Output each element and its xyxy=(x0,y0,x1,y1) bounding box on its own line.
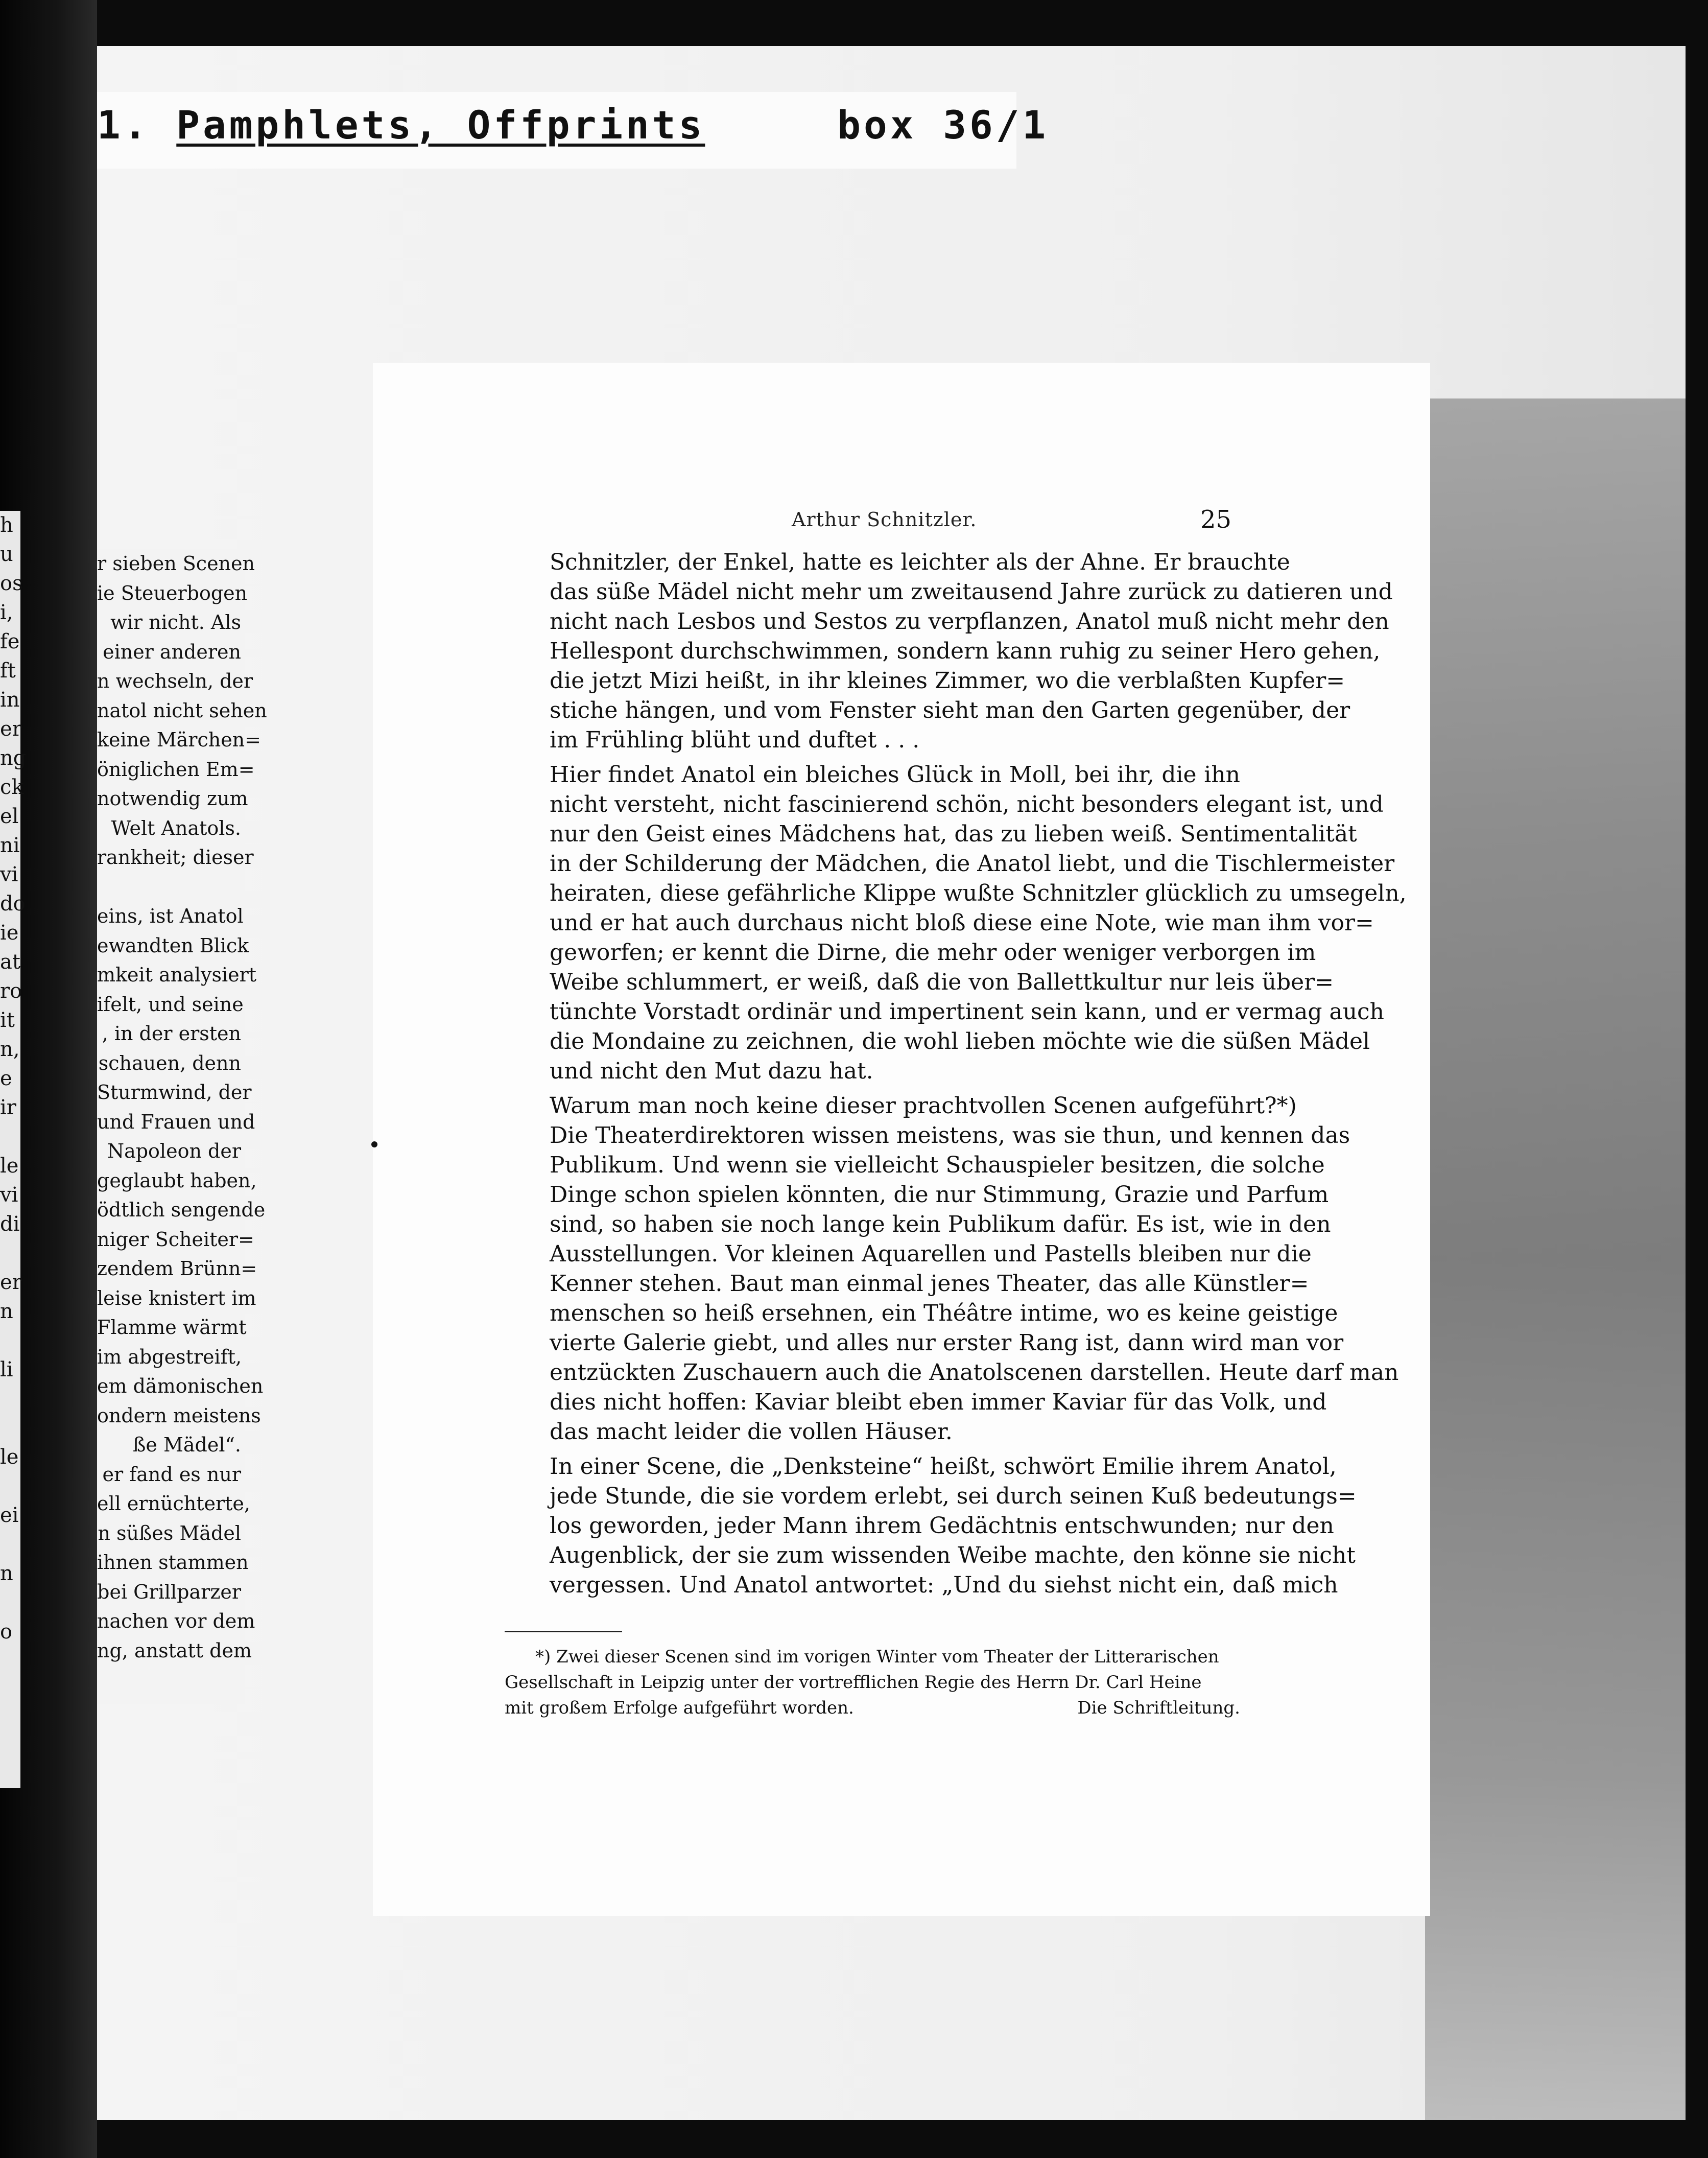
text-line: im Frühling blüht und duftet . . . xyxy=(550,727,920,753)
text-line: Weibe schlummert, er weiß, daß die von Ballettkultur nur leis über= xyxy=(550,969,1334,995)
fragment-line: n wechseln, der xyxy=(97,670,253,692)
text-line: nur den Geist eines Mädchens hat, das zu lieben weiß. Sentimentalität xyxy=(550,821,1357,847)
fragment-line xyxy=(97,873,245,902)
text-line: heiraten, diese gefährliche Klippe wußte Schnitzler glücklich zu umsegeln, xyxy=(550,880,1407,906)
paragraph xyxy=(505,548,1393,755)
edge-fragment xyxy=(0,1588,20,1617)
edge-fragment: le xyxy=(0,1154,19,1178)
edge-fragment: ie xyxy=(0,921,19,945)
fragment-line: rankheit; dieser xyxy=(97,846,254,869)
text-line: jede Stunde, die sie vordem erlebt, sei durch seinen Kuß bedeutungs= xyxy=(550,1483,1357,1509)
edge-fragment xyxy=(0,1414,20,1443)
running-head: Arthur Schnitzler. xyxy=(792,508,977,531)
fragment-line: ng, anstatt dem xyxy=(97,1639,252,1662)
label-category: Pamphlets, Offprints xyxy=(176,102,705,148)
text-line: Hier findet Anatol ein bleiches Glück in Moll, bei ihr, die ihn xyxy=(550,762,1240,788)
fragment-line: r sieben Scenen xyxy=(97,552,255,575)
label-number: 1. xyxy=(97,102,150,148)
edge-fragment: ei xyxy=(0,1504,19,1527)
text-line: vierte Galerie giebt, und alles nur erster Rang ist, dann wird man vor xyxy=(550,1330,1344,1356)
edge-fragment xyxy=(0,1239,20,1268)
fragment-line: einer anderen xyxy=(103,640,241,663)
edge-fragment xyxy=(0,1326,20,1355)
fragment-line: , in der ersten xyxy=(102,1022,241,1045)
fragment-line: ifelt, und seine xyxy=(97,993,244,1016)
fragment-line: Flamme wärmt xyxy=(97,1316,247,1339)
fragment-line: n süßes Mädel xyxy=(98,1521,241,1544)
edge-fragment: ni xyxy=(0,834,20,857)
fragment-line: schauen, denn xyxy=(98,1051,241,1074)
edge-fragment: ck xyxy=(0,776,24,799)
edge-fragment: n xyxy=(0,1300,13,1323)
edge-fragment: li xyxy=(0,1358,13,1381)
footnote-line: Gesellschaft in Leipzig unter der vortrefflichen Regie des Herrn Dr. Carl Heine xyxy=(505,1672,1202,1693)
fragment-line: ondern meistens xyxy=(97,1404,261,1427)
footnote-credit: Die Schriftleitung. xyxy=(1077,1698,1240,1718)
text-line: die Mondaine zu zeichnen, die wohl lieben möchte wie die süßen Mädel xyxy=(550,1028,1370,1054)
footnote-line: *) Zwei dieser Scenen sind im vorigen Winter vom Theater der Litterarischen xyxy=(535,1647,1219,1667)
fragment-line: mkeit analysiert xyxy=(97,964,257,986)
fragment-line: geglaubt haben, xyxy=(97,1169,257,1192)
edge-fragment: vi xyxy=(0,863,18,886)
edge-fragment: do xyxy=(0,892,26,916)
edge-fragment: ng xyxy=(0,746,27,770)
fragment-line: niger Scheiter= xyxy=(97,1228,254,1251)
fragment-line: ße Mädel“. xyxy=(133,1434,241,1456)
edge-fragment: it xyxy=(0,1008,15,1032)
edge-fragment: n xyxy=(0,1562,13,1585)
text-line: entzückten Zuschauern auch die Anatolscenen darstellen. Heute darf man xyxy=(550,1359,1399,1386)
scan-shadow xyxy=(1425,398,1686,2120)
edge-fragment: u xyxy=(0,543,13,566)
fragment-line: ihnen stammen xyxy=(97,1551,249,1574)
edge-fragment: vi xyxy=(0,1183,18,1207)
text-line: nicht versteht, nicht fascinierend schön, nicht besonders elegant ist, und xyxy=(550,791,1384,817)
edge-fragment xyxy=(0,1472,20,1501)
fragment-line: natol nicht sehen xyxy=(97,699,267,722)
edge-fragment: le xyxy=(0,1445,19,1469)
text-line: Schnitzler, der Enkel, hatte es leichter als der Ahne. Er brauchte xyxy=(550,549,1290,575)
text-line: das süße Mädel nicht mehr um zweitausend Jahre zurück zu datieren und xyxy=(550,579,1393,605)
fragment-line: keine Märchen= xyxy=(97,729,261,751)
text-line: Kenner stehen. Baut man einmal jenes Theater, das alle Künstler= xyxy=(550,1271,1309,1297)
text-line: stiche hängen, und vom Fenster sieht man den Garten gegenüber, der xyxy=(550,697,1350,723)
fragment-line: leise knistert im xyxy=(97,1286,256,1309)
edge-fragment: el xyxy=(0,805,19,828)
edge-fragment: o xyxy=(0,1620,13,1644)
edge-fragment: ro xyxy=(0,979,22,1003)
fragment-line: er fand es nur xyxy=(102,1463,241,1486)
fragment-line: wir nicht. Als xyxy=(110,611,241,634)
text-line: tünchte Vorstadt ordinär und impertinent sein kann, und er vermag auch xyxy=(550,999,1385,1025)
edge-fragment: ir xyxy=(0,1096,16,1119)
fragment-line: eins, ist Anatol xyxy=(97,905,244,927)
running-header xyxy=(373,505,1430,539)
paragraph xyxy=(505,1452,1357,1600)
fragment-line: Welt Anatols. xyxy=(111,816,241,839)
fragment-line: ell ernüchterte, xyxy=(97,1492,250,1515)
edge-fragment xyxy=(0,1530,20,1559)
paragraph xyxy=(505,760,1407,1086)
edge-fragment: at xyxy=(0,950,20,974)
fragment-line: ie Steuerbogen xyxy=(97,581,248,604)
footnote-line: mit großem Erfolge aufgeführt worden. Die Schriftleitung. xyxy=(505,1695,1240,1721)
archive-label-text xyxy=(97,102,1049,148)
text-line: Hellespont durchschwimmen, sondern kann ruhig zu seiner Hero gehen, xyxy=(550,638,1381,664)
text-line: geworfen; er kennt die Dirne, die mehr oder weniger verborgen im xyxy=(550,940,1316,966)
text-line: los geworden, jeder Mann ihrem Gedächtnis entschwunden; nur den xyxy=(550,1513,1334,1539)
fragment-line: Sturmwind, der xyxy=(97,1081,252,1104)
label-box: box 36/1 xyxy=(837,102,1049,148)
edge-fragment: h xyxy=(0,513,13,537)
text-line: das macht leider die vollen Häuser. xyxy=(550,1419,953,1445)
text-line: Warum man noch keine dieser prachtvollen Scenen aufgeführt?*) xyxy=(550,1093,1297,1119)
edge-fragment: in xyxy=(0,688,20,712)
text-line: Publikum. Und wenn sie vielleicht Schauspieler besitzen, die solche xyxy=(550,1152,1325,1178)
edge-fragment: di xyxy=(0,1212,20,1236)
fragment-line: em dämonischen xyxy=(97,1375,264,1397)
edge-fragment: e xyxy=(0,1067,12,1090)
edge-fragment: n, xyxy=(0,1038,20,1061)
text-line: und er hat auch durchaus nicht bloß diese eine Note, wie man ihm vor= xyxy=(550,910,1374,936)
edge-fragment xyxy=(0,1122,20,1152)
text-line: vergessen. Und Anatol antwortet: „Und du siehst nicht ein, daß mich xyxy=(550,1572,1338,1598)
archive-label xyxy=(97,92,1049,169)
edge-fragment: ft xyxy=(0,659,16,683)
edge-fragment: er xyxy=(0,717,22,741)
paragraph xyxy=(505,1091,1399,1447)
text-line: in der Schilderung der Mädchen, die Anatol liebt, und die Tischlermeister xyxy=(550,851,1395,877)
fragment-line: ewandten Blick xyxy=(97,934,249,957)
text-line: Dinge schon spielen könnten, die nur Stimmung, Grazie und Parfum xyxy=(550,1182,1329,1208)
footnote xyxy=(505,1644,1240,1721)
text-line: Augenblick, der sie zum wissenden Weibe machte, den könne sie nicht xyxy=(550,1542,1356,1568)
text-line: die jetzt Mizi heißt, in ihr kleines Zimmer, wo die verblaßten Kupfer= xyxy=(550,668,1345,694)
edge-fragment: os xyxy=(0,572,23,595)
text-line: Die Theaterdirektoren wissen meistens, was sie thun, und kennen das xyxy=(550,1122,1350,1148)
edge-strip-fragment xyxy=(0,511,27,1788)
edge-fragment xyxy=(0,1385,20,1414)
fragment-line: öniglichen Em= xyxy=(97,758,255,781)
ink-speck xyxy=(371,1141,377,1147)
text-line: nicht nach Lesbos und Sestos zu verpflanzen, Anatol muß nicht mehr den xyxy=(550,608,1389,635)
text-line: menschen so heiß ersehnen, ein Théâtre intime, wo es keine geistige xyxy=(550,1300,1338,1326)
footnote-rule xyxy=(505,1631,622,1632)
fragment-line: ödtlich sengende xyxy=(97,1199,266,1221)
fragment-line: und Frauen und xyxy=(97,1110,255,1133)
fragment-line: im abgestreift, xyxy=(97,1345,242,1368)
text-line: sind, so haben sie noch lange kein Publikum dafür. Es ist, wie in den xyxy=(550,1211,1331,1237)
fragment-line: notwendig zum xyxy=(97,787,248,810)
text-line: und nicht den Mut dazu hat. xyxy=(550,1058,873,1084)
text-line: Ausstellungen. Vor kleinen Aquarellen und Pastells bleiben nur die xyxy=(550,1241,1312,1267)
article-body xyxy=(505,548,1407,1605)
text-line: dies nicht hoffen: Kaviar bleibt eben immer Kaviar für das Volk, und xyxy=(550,1389,1327,1415)
edge-fragment: er xyxy=(0,1271,22,1294)
page-number: 25 xyxy=(1200,505,1232,534)
fragment-line: zendem Brünn= xyxy=(97,1257,257,1280)
previous-page-column xyxy=(97,549,267,1704)
fragment-line: bei Grillparzer xyxy=(97,1580,241,1603)
text-line: In einer Scene, die „Denksteine“ heißt, schwört Emilie ihrem Anatol, xyxy=(550,1453,1337,1480)
edge-fragment: i, xyxy=(0,601,13,624)
fragment-line: Napoleon der xyxy=(107,1140,241,1162)
fragment-line: nachen vor dem xyxy=(97,1610,255,1632)
edge-fragment: fe xyxy=(0,630,20,653)
